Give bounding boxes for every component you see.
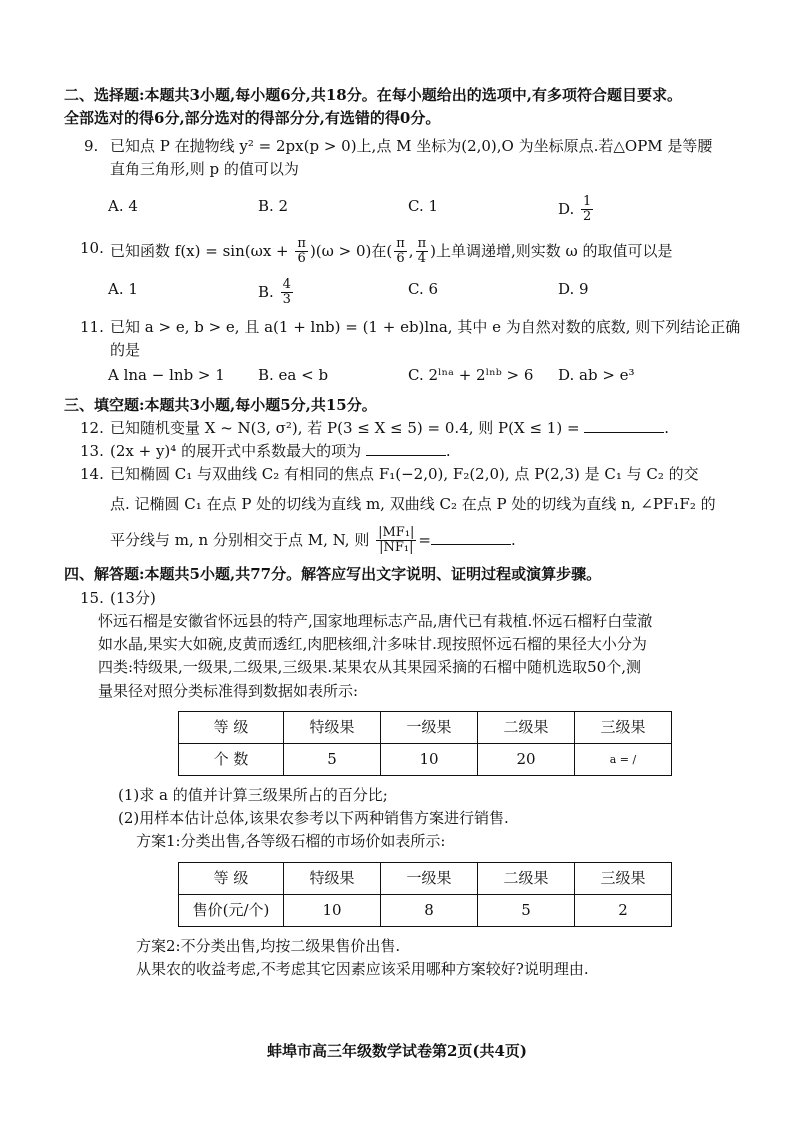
table-cell: 2 [575, 894, 672, 926]
fraction [416, 237, 429, 267]
passage-line: 怀远石榴是安徽省怀远县的特产,国家地理标志产品,唐代已有栽植.怀远石榴籽白莹澈 [98, 611, 653, 630]
question-text: 直角三角形,则 p 的值可以为 [110, 159, 299, 178]
fraction [581, 195, 593, 225]
question-number: 14. [80, 465, 104, 484]
option-label: B. [258, 282, 274, 301]
table-header-cell: 二级果 [478, 862, 575, 894]
passage-line: 量果径对照分类标准得到数据如表所示: [98, 681, 359, 700]
question-11 [80, 316, 760, 363]
text-part: 已知随机变量 X ~ N(3, σ²), 若 P(3 ≤ X ≤ 5) = 0.4, 则 P(X ≤ 1) = [110, 418, 580, 437]
text-part: , [408, 241, 414, 260]
table-row [179, 711, 672, 743]
table-cell: 10 [381, 743, 478, 775]
option-a[interactable]: A. 1 [108, 280, 138, 299]
question-10 [80, 237, 760, 267]
section-2-rules: 全部选对的得6分,部分选对的得部分分,有选错的得0分。 [64, 109, 441, 128]
fruit-count-table [178, 711, 672, 776]
question-text: 点. 记椭圆 C₁ 在点 P 处的切线为直线 m, 双曲线 C₂ 在点 P 处的切线为直线 n, ∠PF₁F₂ 的 [110, 494, 716, 513]
price-table [178, 862, 672, 927]
text-part: . [445, 442, 451, 461]
table-header-cell: 一级果 [381, 711, 478, 743]
option-b[interactable]: B. 2 [258, 197, 289, 215]
table-row [179, 862, 672, 894]
option-c[interactable]: C. 2ˡⁿᵃ + 2ˡⁿᵇ > 6 [408, 366, 534, 385]
text-part: 已知函数 f(x) = sin(ωx + [110, 241, 289, 260]
section-4-title: 四、解答题:本题共5小题,共77分。解答应写出文字说明、证明过程或演算步骤。 [64, 565, 602, 584]
question-9 [84, 135, 760, 182]
fraction [376, 526, 416, 556]
option-b[interactable]: B. ea < b [258, 366, 329, 385]
section-4 [64, 563, 760, 586]
sub-question-2: (2)用样本估计总体,该果农参考以下两种销售方案进行销售. [118, 809, 509, 828]
options-11 [108, 364, 760, 387]
table-cell: a = / [575, 743, 672, 775]
table-cell: 个 数 [179, 743, 284, 775]
numerator: 1 [583, 194, 592, 209]
question-number: 12. [80, 418, 104, 437]
numerator: π [417, 235, 427, 251]
option-a[interactable]: A. 4 [108, 197, 138, 215]
text-part: 平分线与 m, n 分别相交于点 M, N, 则 [110, 530, 370, 549]
text-part: . [511, 530, 516, 549]
fraction [295, 237, 308, 267]
question-number: 10. [80, 238, 104, 257]
question-text: 已知椭圆 C₁ 与双曲线 C₂ 有相同的焦点 F₁(−2,0), F₂(2,0), 点 P(2,3) 是 C₁ 与 C₂ 的交 [110, 465, 699, 484]
answer-blank[interactable] [366, 441, 446, 456]
table-cell: 5 [284, 743, 381, 775]
table-cell: 20 [478, 743, 575, 775]
answer-blank[interactable] [584, 418, 664, 433]
question-number: 13. [80, 442, 104, 461]
final-question: 从果农的收益考虑,不考虑其它因素应该采用哪种方案较好?说明理由. [136, 959, 589, 978]
option-label: D. [558, 199, 575, 218]
table-row [179, 743, 672, 775]
question-number: 11. [80, 317, 104, 336]
table-header-cell: 特级果 [284, 711, 381, 743]
table-cell: 5 [478, 894, 575, 926]
exam-page [64, 82, 760, 981]
text-part: )(ω > 0)在( [309, 241, 393, 260]
table-header-cell: 等 级 [179, 711, 284, 743]
option-d[interactable]: D. ab > e³ [558, 366, 635, 385]
table-header-cell: 特级果 [284, 862, 381, 894]
denominator: 4 [417, 250, 426, 266]
denominator: |NF₁| [379, 540, 414, 556]
question-12 [80, 417, 760, 440]
question-13 [80, 440, 760, 463]
sub-question-1: (1)求 a 的值并计算三级果所占的百分比; [118, 785, 388, 804]
section-3-title: 三、填空题:本题共3小题,每小题5分,共15分。 [64, 395, 377, 414]
answer-blank[interactable] [431, 530, 511, 545]
numerator: |MF₁| [378, 524, 415, 540]
plan-1: 方案1:分类出售,各等级石榴的市场价如表所示: [136, 832, 446, 851]
question-text [110, 440, 760, 463]
option-d[interactable] [558, 195, 708, 225]
numerator: π [396, 235, 405, 251]
section-2-title: 二、选择题:本题共3小题,每小题6分,共18分。在每小题给出的选项中,有多项符合题目要求。 [64, 86, 682, 104]
table-header-cell: 一级果 [381, 862, 478, 894]
text-part: . [664, 418, 670, 437]
table-cell: 售价(元/个) [179, 894, 284, 926]
question-text [110, 526, 760, 556]
table-row [179, 894, 672, 926]
section-3 [64, 394, 760, 417]
question-text [110, 237, 760, 267]
question-text: 已知 a > e, b > e, 且 a(1 + lnb) = (1 + eb)lna, 其中 e 为自然对数的底数, 则下列结论正确 [110, 317, 741, 336]
table-header-cell: 二级果 [478, 711, 575, 743]
question-number: 15. [80, 588, 104, 607]
denominator: 2 [583, 209, 592, 225]
passage-line: 如水晶,果实大如碗,皮黄而透红,肉肥核细,汁多味甘.现按照怀远石榴的果径大小分为 [98, 635, 647, 654]
denominator: 6 [297, 250, 306, 266]
options-9 [108, 195, 760, 225]
option-b[interactable] [258, 278, 408, 308]
passage-line: 四类:特级果,一级果,二级果,三级果.某果农从其果园采摘的石榴中随机选取50个,测 [98, 658, 641, 677]
option-c[interactable]: C. 6 [408, 280, 439, 299]
fraction [281, 278, 293, 308]
fraction [394, 237, 407, 267]
question-score: (13分) [110, 588, 156, 607]
table-header-cell: 三级果 [575, 862, 672, 894]
options-10 [108, 278, 760, 308]
question-15 [80, 587, 760, 703]
section-2 [64, 84, 760, 131]
option-d[interactable]: D. 9 [558, 280, 589, 299]
table-cell: 8 [381, 894, 478, 926]
denominator: 6 [396, 250, 405, 266]
numerator: 4 [282, 277, 291, 293]
table-cell: 10 [284, 894, 381, 926]
option-a[interactable]: A lna − lnb > 1 [108, 366, 225, 385]
page-footer: 蚌埠市高三年级数学试卷第2页(共4页) [266, 1042, 528, 1060]
table-header-cell: 等 级 [179, 862, 284, 894]
option-c[interactable]: C. 1 [408, 197, 439, 215]
text-part: = [418, 530, 431, 549]
text-part: )上单调递增,则实数 ω 的取值可以是 [430, 241, 673, 260]
question-text: 的是 [110, 341, 141, 360]
question-14 [80, 463, 760, 555]
question-text: 已知点 P 在抛物线 y² = 2px(p > 0)上,点 M 坐标为(2,0),O 为坐标原点.若△OPM 是等腰 [110, 136, 713, 155]
question-number: 9. [84, 136, 99, 155]
plan-2: 方案2:不分类出售,均按二级果售价出售. [136, 936, 401, 955]
table-header-cell: 三级果 [575, 711, 672, 743]
question-text [110, 417, 760, 440]
text-part: (2x + y)⁴ 的展开式中系数最大的项为 [110, 442, 362, 461]
denominator: 3 [282, 292, 291, 308]
numerator: π [297, 235, 306, 251]
